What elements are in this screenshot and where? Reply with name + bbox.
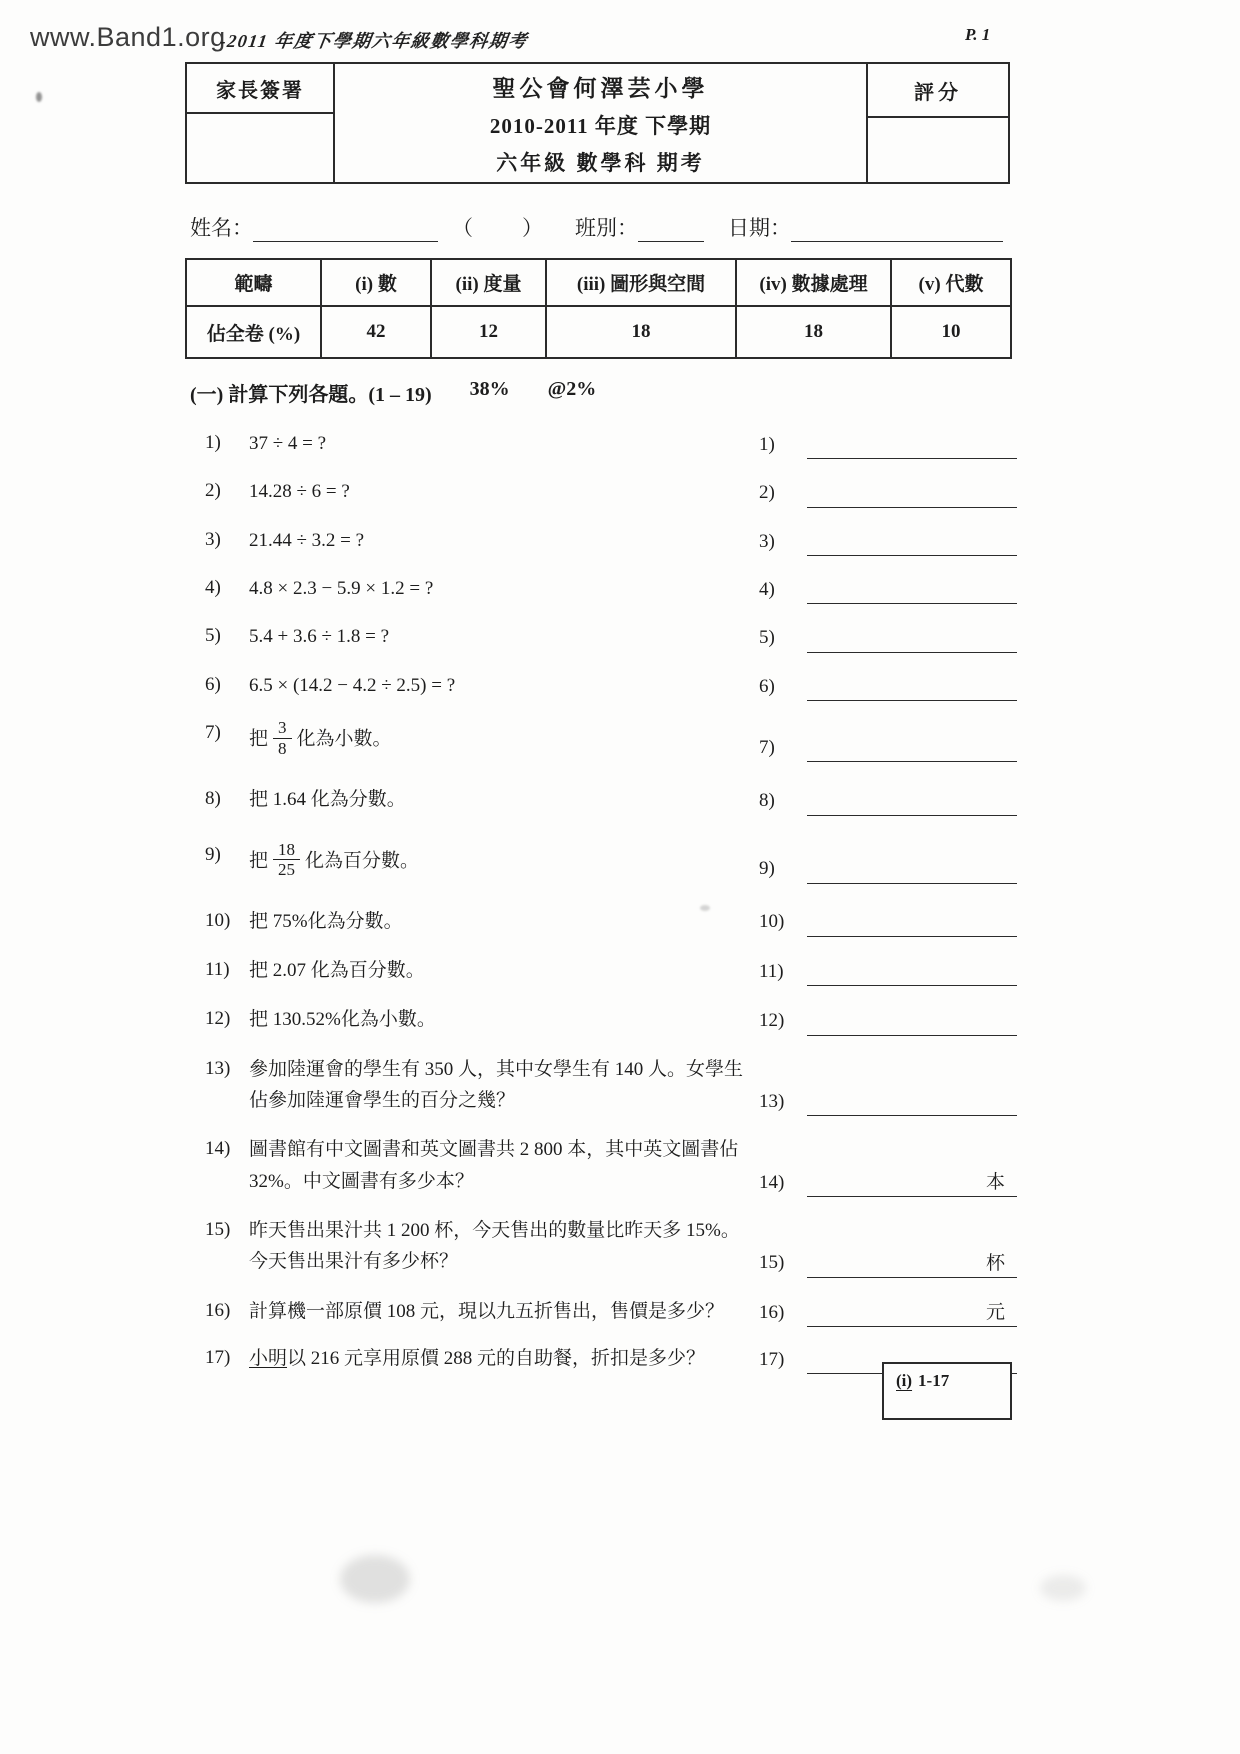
scan-smudge <box>1040 1575 1086 1601</box>
cat-value-cell: 18 <box>736 306 891 358</box>
cat-header-cell: (v) 代數 <box>891 259 1011 306</box>
question-number: 3) <box>205 528 221 550</box>
section-title: (一) 計算下列各題。(1 – 19) <box>190 384 432 406</box>
score-label: 評分 <box>868 64 1008 118</box>
answer-number: 4) <box>759 578 775 600</box>
answer-number: 5) <box>759 627 775 649</box>
question-text: 把 2.07 化為百分數。 <box>249 959 425 981</box>
question-text-prefix: 把 <box>249 728 269 750</box>
question-text-suffix: 化為小數。 <box>296 728 392 750</box>
date-label: 日期： <box>728 216 791 240</box>
question-number: 17) <box>205 1347 231 1369</box>
answer-blank <box>807 907 1017 937</box>
answer-blank <box>807 574 1017 604</box>
answer-unit: 元 <box>985 1302 1005 1324</box>
question-row <box>205 670 1017 701</box>
question-text-prefix: 把 <box>249 849 269 871</box>
school-title-cell <box>335 64 868 182</box>
section-heading <box>190 378 596 407</box>
fraction-denominator: 8 <box>278 738 287 758</box>
category-header-row <box>186 259 1011 306</box>
fraction <box>273 718 292 758</box>
question-number: 8) <box>205 788 221 810</box>
question-row <box>205 1004 1017 1035</box>
cat-row-label: 佔全卷 (%) <box>186 306 321 358</box>
answer-number: 3) <box>759 530 775 552</box>
question-row <box>205 1134 1017 1197</box>
handwritten-header: -2011 年度下學期六年級數學科期考 <box>218 31 530 51</box>
answer-blank <box>807 786 1017 816</box>
question-number: 6) <box>205 673 221 695</box>
question-row <box>205 573 1017 604</box>
student-info-line <box>190 212 1020 242</box>
date-blank <box>791 215 1003 242</box>
name-blank <box>253 215 438 242</box>
question-text: 5.4 + 3.6 ÷ 1.8 = ? <box>249 626 390 648</box>
footer-range-section: (i) <box>896 1371 913 1390</box>
question-row <box>205 525 1017 556</box>
page-number: P. 1 <box>965 25 991 44</box>
question-row <box>205 1215 1017 1278</box>
answer-number: 8) <box>759 790 775 811</box>
section-percent: 38% <box>469 378 510 400</box>
question-text: 把 75%化為分數。 <box>249 910 403 932</box>
question-number: 7) <box>205 722 221 744</box>
answer-number: 16) <box>759 1301 785 1323</box>
question-text: 把 1.64 化為分數。 <box>249 789 406 811</box>
answer-number: 12) <box>759 1010 785 1032</box>
class-label: 班別： <box>575 216 638 240</box>
scan-smudge <box>36 92 42 102</box>
title-table <box>185 62 1010 184</box>
question-row <box>205 840 1017 884</box>
answer-blank <box>807 1297 1017 1327</box>
exam-title: 六年級 數學科 期考 <box>496 150 705 175</box>
answer-blank <box>807 732 1017 762</box>
question-row <box>205 955 1017 986</box>
answer-unit: 本 <box>985 1172 1005 1193</box>
section-per-question: @2% <box>547 378 597 400</box>
question-row <box>205 1296 1017 1327</box>
question-number: 9) <box>205 843 221 865</box>
question-text: 37 ÷ 4 = ? <box>249 433 327 454</box>
category-table <box>185 258 1012 359</box>
answer-number: 2) <box>759 482 775 504</box>
answer-blank <box>807 671 1017 701</box>
answer-number: 11) <box>759 960 784 982</box>
question-number: 10) <box>205 909 231 931</box>
fraction-numerator: 3 <box>273 718 292 739</box>
cat-value-cell: 10 <box>891 306 1011 358</box>
question-text: 21.44 ÷ 3.2 = ? <box>249 529 365 551</box>
question-number: 4) <box>205 577 221 599</box>
cat-header-cell: (ii) 度量 <box>431 259 546 306</box>
question-number: 2) <box>205 480 221 502</box>
question-row <box>205 621 1017 652</box>
fraction-denominator: 25 <box>278 860 296 880</box>
fraction <box>273 840 300 880</box>
cat-value-cell: 18 <box>546 306 736 358</box>
question-row <box>205 476 1017 507</box>
answer-blank <box>807 1167 1017 1197</box>
question-text <box>249 1343 705 1374</box>
question-number: 16) <box>205 1299 231 1321</box>
question-number: 12) <box>205 1008 231 1030</box>
answer-blank <box>807 478 1017 508</box>
question-text: 把 130.52%化為小數。 <box>249 1009 436 1031</box>
answer-blank <box>807 854 1017 884</box>
question-row <box>205 906 1017 937</box>
question-row <box>205 784 1017 815</box>
cat-value-cell: 42 <box>321 306 431 358</box>
question-number: 13) <box>205 1057 231 1079</box>
question-number: 5) <box>205 625 221 647</box>
score-cell <box>868 64 1008 182</box>
class-blank <box>638 215 704 242</box>
cat-value-cell: 12 <box>431 306 546 358</box>
answer-number: 17) <box>759 1348 785 1370</box>
school-name: 聖公會何澤芸小學 <box>492 75 709 101</box>
answer-number: 13) <box>759 1090 785 1112</box>
cat-header-cell: 範疇 <box>186 259 321 306</box>
parent-signature-cell <box>187 64 335 182</box>
answer-blank <box>807 429 1017 459</box>
answer-blank <box>807 956 1017 986</box>
cat-header-cell: (i) 數 <box>321 259 431 306</box>
footer-range-numbers: 1-17 <box>918 1371 950 1390</box>
question-text: 14.28 ÷ 6 = ? <box>249 481 350 503</box>
answer-blank <box>807 1086 1017 1116</box>
answer-number: 9) <box>759 858 775 880</box>
answer-number: 1) <box>759 433 775 455</box>
question-number: 1) <box>205 432 221 453</box>
name-label: 姓名： <box>190 216 253 240</box>
footer-range-box <box>882 1362 1012 1420</box>
question-text: 4.8 × 2.3 − 5.9 × 1.2 = ? <box>249 578 434 600</box>
question-text-suffix: 化為百分數。 <box>305 849 420 871</box>
question-text: 圖書館有中文圖書和英文圖書共 2 800 本，其中英文圖書佔 32%。中文圖書有多少本？ <box>249 1139 739 1192</box>
question-text <box>249 718 392 762</box>
answer-number: 15) <box>759 1252 785 1274</box>
parent-signature-label: 家長簽署 <box>187 64 333 114</box>
question-text: 昨天售出果汁共 1 200 杯，今天售出的數量比昨天多 15%。今天售出果汁有多少杯？ <box>249 1220 740 1273</box>
scan-smudge <box>340 1555 410 1603</box>
questions-list <box>205 428 1017 1374</box>
answer-number: 14) <box>759 1171 785 1193</box>
question-row <box>205 718 1017 762</box>
question-row <box>205 428 1017 459</box>
question-row <box>205 1054 1017 1117</box>
site-watermark: www.Band1.org <box>30 22 226 52</box>
question-number: 15) <box>205 1219 231 1240</box>
fraction-numerator: 18 <box>273 840 300 861</box>
answer-number: 10) <box>759 911 785 933</box>
question-number: 11) <box>205 958 230 980</box>
question-text: 6.5 × (14.2 − 4.2 ÷ 2.5) = ? <box>249 674 456 696</box>
answer-blank <box>807 623 1017 653</box>
class-number-paren: （ ） <box>452 216 557 240</box>
question-text <box>249 840 419 884</box>
question-text: 計算機一部原價 108 元，現以九五折售出，售價是多少？ <box>249 1300 725 1322</box>
question-number: 14) <box>205 1138 231 1160</box>
school-term: 2010-2011 年度 下學期 <box>489 113 712 138</box>
answer-blank <box>807 1248 1017 1278</box>
question-text-rest: 以 216 元享用原價 288 元的自助餐，折扣是多少？ <box>287 1348 706 1370</box>
answer-blank <box>807 526 1017 556</box>
answer-number: 7) <box>759 736 775 758</box>
cat-header-cell: (iii) 圖形與空間 <box>546 259 736 306</box>
answer-number: 6) <box>759 675 775 697</box>
question-text: 參加陸運會的學生有 350 人，其中女學生有 140 人。女學生佔參加陸運會學生的百分之幾？ <box>249 1058 744 1111</box>
category-values-row <box>186 306 1011 358</box>
answer-unit: 杯 <box>985 1252 1005 1274</box>
answer-blank <box>807 1006 1017 1036</box>
student-name-underlined: 小明 <box>249 1348 288 1370</box>
cat-header-cell: (iv) 數據處理 <box>736 259 891 306</box>
